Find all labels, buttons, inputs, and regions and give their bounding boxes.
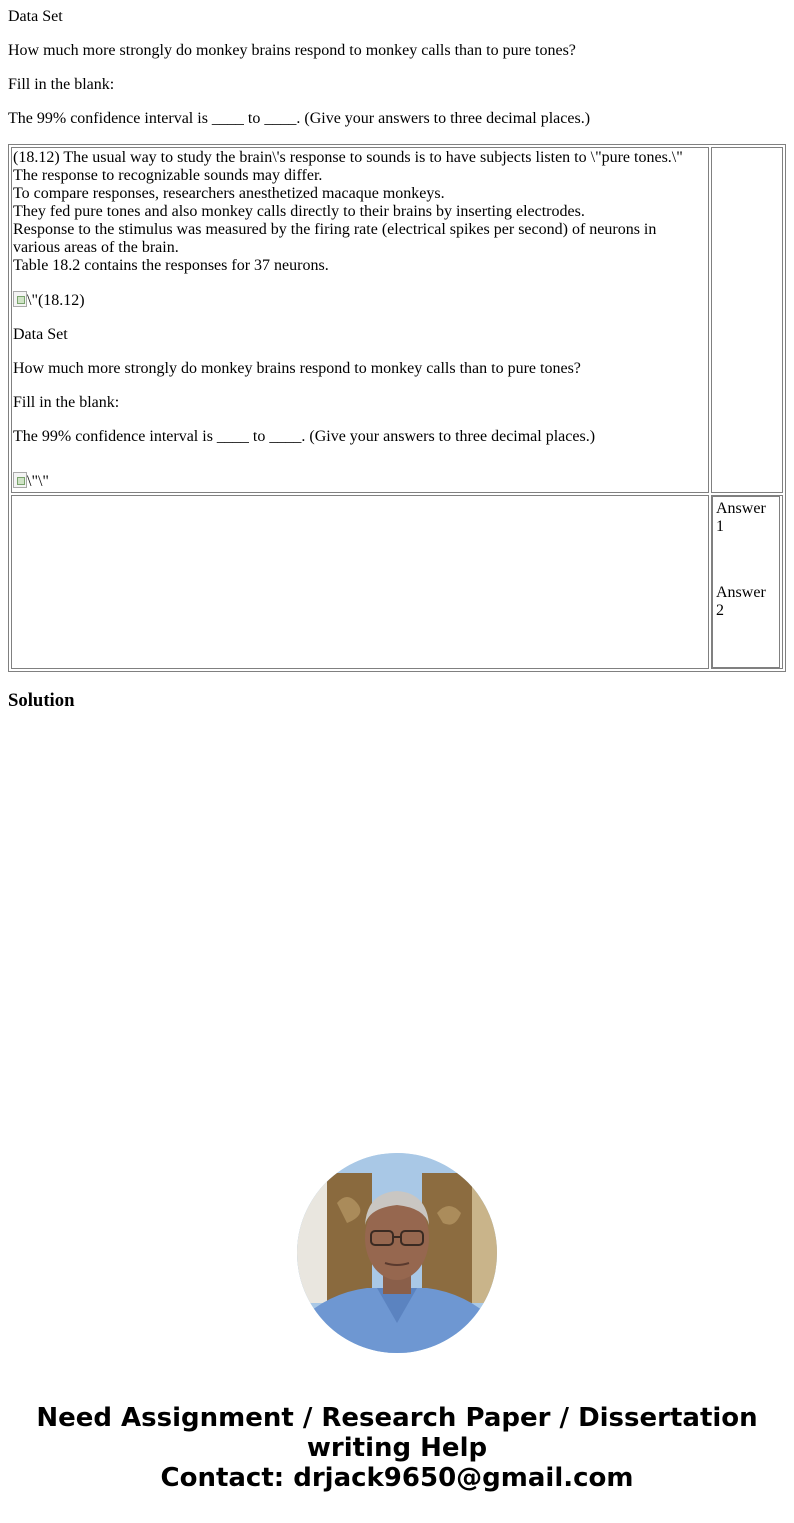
promo-contact: Contact: drjack9650@gmail.com [160, 1463, 634, 1493]
blank-answer-area [11, 495, 709, 669]
problem-line: They fed pure tones and also monkey calls directly to their brains by inserting electrodes. [13, 203, 585, 220]
problem-line: Table 18.2 contains the responses for 37 neurons. [13, 257, 329, 274]
image-placeholder-1 [13, 291, 707, 310]
author-portrait-image [297, 1153, 497, 1353]
problem-line: (18.12) The usual way to study the brain\'s response to sounds is to have subjects listen to \"pure tones.\" [13, 149, 683, 166]
broken-image-icon [13, 291, 27, 307]
problem-line: Response to the stimulus was measured by the firing rate (electrical spikes per second) of neurons in various areas of the brain. [13, 221, 657, 256]
author-photo [297, 1153, 497, 1353]
image-placeholder-2 [13, 472, 707, 491]
promo-banner [0, 1403, 794, 1493]
answer-list [712, 496, 780, 668]
question-summary [8, 8, 786, 128]
data-set-heading: Data Set [8, 8, 63, 25]
data-set-heading: Data Set [13, 326, 68, 343]
fill-prompt: Fill in the blank: [8, 76, 115, 93]
solution-heading: Solution [8, 690, 75, 711]
answer-2: Answer 2 [716, 584, 766, 619]
answer-1: Answer 1 [716, 500, 766, 535]
promo-headline: Need Assignment / Research Paper / Dissertation writing Help [36, 1403, 758, 1463]
question-cell [11, 147, 709, 493]
image-alt-text: \"\" [27, 473, 49, 490]
problem-statement [13, 149, 707, 275]
problem-line: The response to recognizable sounds may differ. [13, 167, 323, 184]
confidence-interval-text: The 99% confidence interval is ____ to ____. (Give your answers to three decimal places.) [13, 428, 596, 445]
question-text: How much more strongly do monkey brains respond to monkey calls than to pure tones? [8, 42, 576, 59]
fill-prompt: Fill in the blank: [13, 394, 120, 411]
page-content [8, 0, 786, 712]
side-empty-cell [711, 147, 783, 493]
question-table [8, 144, 786, 672]
problem-line: To compare responses, researchers anesthetized macaque monkeys. [13, 185, 445, 202]
question-text: How much more strongly do monkey brains respond to monkey calls than to pure tones? [13, 360, 581, 377]
broken-image-icon [13, 472, 27, 488]
confidence-interval-text: The 99% confidence interval is ____ to ____. (Give your answers to three decimal places.) [8, 110, 591, 127]
image-alt-text: \"(18.12) [27, 292, 85, 309]
answer-cell [711, 495, 783, 669]
